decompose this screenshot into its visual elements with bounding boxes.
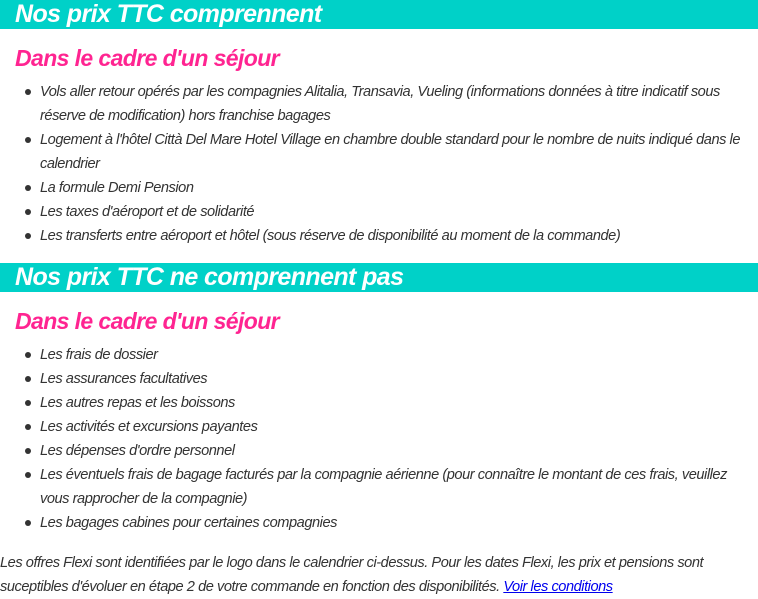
excluded-section-header [0, 263, 758, 292]
list-item: Les dépenses d'ordre personnel [0, 439, 758, 463]
list-item: Les frais de dossier [0, 343, 758, 367]
list-item: Les taxes d'aéroport et de solidarité [0, 200, 758, 224]
included-list [0, 80, 758, 248]
flexi-note [0, 551, 758, 599]
excluded-list [0, 343, 758, 535]
list-item: Logement à l'hôtel Città Del Mare Hotel Village en chambre double standard pour le nombre de nuits indiqué dans le calendrier [0, 128, 758, 176]
list-item: Les bagages cabines pour certaines compagnies [0, 511, 758, 535]
included-section-title: Nos prix TTC comprennent [15, 0, 322, 28]
list-item: Les autres repas et les boissons [0, 391, 758, 415]
bullet-icon [25, 448, 31, 454]
bullet-icon [25, 137, 31, 143]
bullet-icon [25, 520, 31, 526]
bullet-icon [25, 400, 31, 406]
bullet-icon [25, 185, 31, 191]
included-subtitle: Dans le cadre d'un séjour [15, 45, 279, 71]
excluded-subtitle: Dans le cadre d'un séjour [15, 308, 279, 334]
bullet-icon [25, 472, 31, 478]
flexi-note-text: Les offres Flexi sont identifiées par le logo dans le calendrier ci-dessus. Pour les dates Flexi, les prix et pensions sont suceptibles d'évoluer en étape 2 de votre commande en fonction des disponibilités. [0, 555, 704, 595]
list-item: Les transferts entre aéroport et hôtel (sous réserve de disponibilité au moment de la commande) [0, 224, 758, 248]
bullet-icon [25, 89, 31, 95]
list-item: Les activités et excursions payantes [0, 415, 758, 439]
bullet-icon [25, 376, 31, 382]
list-item: Les assurances facultatives [0, 367, 758, 391]
bullet-icon [25, 209, 31, 215]
bullet-icon [25, 424, 31, 430]
conditions-link[interactable]: Voir les conditions [503, 579, 613, 595]
list-item: La formule Demi Pension [0, 176, 758, 200]
list-item: Vols aller retour opérés par les compagnies Alitalia, Transavia, Vueling (informations données à titre indicatif sous réserve de modification) hors franchise bagages [0, 80, 758, 128]
list-item: Les éventuels frais de bagage facturés par la compagnie aérienne (pour connaître le montant de ces frais, veuillez vous rapprocher de la compagnie) [0, 463, 758, 511]
bullet-icon [25, 352, 31, 358]
included-section-header [0, 0, 758, 29]
excluded-section-title: Nos prix TTC ne comprennent pas [15, 263, 404, 291]
bullet-icon [25, 233, 31, 239]
